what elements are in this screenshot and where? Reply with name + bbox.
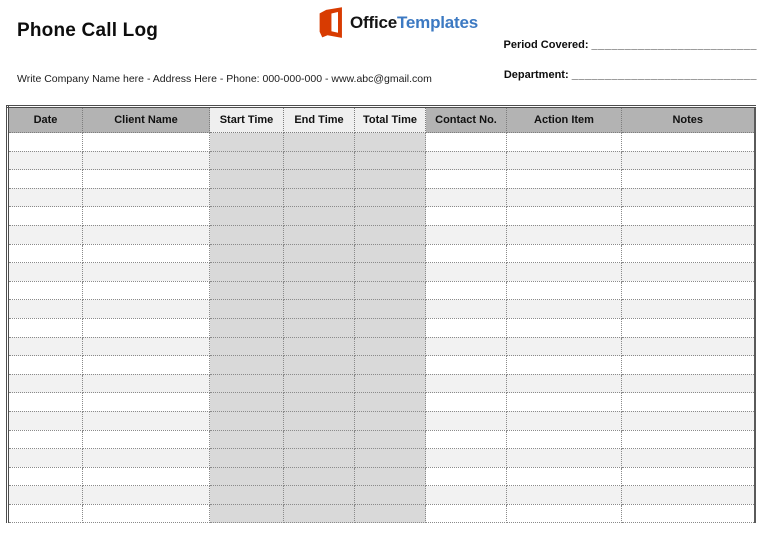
table-cell[interactable] — [355, 188, 426, 207]
table-cell[interactable] — [210, 504, 284, 523]
table-cell[interactable] — [355, 133, 426, 152]
table-cell[interactable] — [284, 430, 355, 449]
table-cell[interactable] — [622, 449, 755, 468]
table-cell[interactable] — [507, 356, 622, 375]
table-cell[interactable] — [210, 356, 284, 375]
table-row — [8, 374, 755, 393]
logo-text-templates: Templates — [396, 12, 479, 32]
table-cell[interactable] — [355, 281, 426, 300]
table-row — [8, 281, 755, 300]
table-cell[interactable] — [83, 300, 210, 319]
table-cell[interactable] — [426, 430, 507, 449]
table-cell[interactable] — [507, 393, 622, 412]
table-cell[interactable] — [8, 393, 83, 412]
table-cell[interactable] — [622, 467, 755, 486]
table-cell[interactable] — [426, 486, 507, 505]
table-cell[interactable] — [210, 318, 284, 337]
table-cell[interactable] — [284, 467, 355, 486]
logo-text-office: Office — [350, 12, 397, 32]
table-row — [8, 244, 755, 263]
table-cell[interactable] — [622, 430, 755, 449]
table-row — [8, 411, 755, 430]
table-cell[interactable] — [210, 170, 284, 189]
table-row — [8, 504, 755, 523]
table-cell[interactable] — [355, 393, 426, 412]
table-cell[interactable] — [210, 300, 284, 319]
column-header-action-item: Action Item — [507, 107, 622, 133]
table-cell[interactable] — [8, 281, 83, 300]
table-cell[interactable] — [622, 244, 755, 263]
table-row — [8, 225, 755, 244]
table-cell[interactable] — [8, 300, 83, 319]
table-cell[interactable] — [507, 486, 622, 505]
table-head — [8, 107, 755, 133]
table-cell[interactable] — [507, 467, 622, 486]
column-header-contact-no: Contact No. — [426, 107, 507, 133]
table-row — [8, 430, 755, 449]
table-row — [8, 449, 755, 468]
period-covered-label: Period Covered: — [503, 39, 589, 51]
table-cell[interactable] — [284, 300, 355, 319]
table-cell[interactable] — [83, 225, 210, 244]
table-cell[interactable] — [426, 170, 507, 189]
table-cell[interactable] — [355, 151, 426, 170]
table-cell[interactable] — [622, 133, 755, 152]
table-cell[interactable] — [355, 504, 426, 523]
table-cell[interactable] — [355, 374, 426, 393]
table-cell[interactable] — [210, 244, 284, 263]
table-cell[interactable] — [355, 356, 426, 375]
table-cell[interactable] — [210, 207, 284, 226]
table-cell[interactable] — [622, 170, 755, 189]
table-cell[interactable] — [622, 486, 755, 505]
table-cell[interactable] — [284, 263, 355, 282]
table-cell[interactable] — [622, 207, 755, 226]
table-cell[interactable] — [210, 411, 284, 430]
table-cell[interactable] — [426, 374, 507, 393]
table-cell[interactable] — [83, 411, 210, 430]
table-cell[interactable] — [507, 151, 622, 170]
table-cell[interactable] — [83, 188, 210, 207]
table-cell[interactable] — [83, 486, 210, 505]
table-cell[interactable] — [210, 374, 284, 393]
table-cell[interactable] — [83, 467, 210, 486]
table-cell[interactable] — [507, 170, 622, 189]
column-header-client-name: Client Name — [83, 107, 210, 133]
table-cell[interactable] — [426, 151, 507, 170]
table-cell[interactable] — [210, 337, 284, 356]
table-cell[interactable] — [622, 318, 755, 337]
table-cell[interactable] — [426, 133, 507, 152]
table-cell[interactable] — [355, 318, 426, 337]
table-cell[interactable] — [622, 225, 755, 244]
table-cell[interactable] — [507, 504, 622, 523]
table-cell[interactable] — [284, 188, 355, 207]
table-row — [8, 151, 755, 170]
table-cell[interactable] — [8, 504, 83, 523]
table-row — [8, 486, 755, 505]
table-cell[interactable] — [8, 188, 83, 207]
table-cell[interactable] — [83, 170, 210, 189]
table-cell[interactable] — [355, 411, 426, 430]
table-cell[interactable] — [507, 281, 622, 300]
table-cell[interactable] — [8, 263, 83, 282]
department-field — [504, 69, 757, 81]
table-cell[interactable] — [507, 318, 622, 337]
table-cell[interactable] — [83, 430, 210, 449]
company-info-line: Write Company Name here - Address Here - Phone: 000-000-000 - www.abc@gmail.com — [17, 73, 432, 85]
table-cell[interactable] — [284, 207, 355, 226]
table-cell[interactable] — [622, 411, 755, 430]
table-cell[interactable] — [284, 225, 355, 244]
table-cell[interactable] — [8, 411, 83, 430]
table-cell[interactable] — [426, 504, 507, 523]
table-row — [8, 337, 755, 356]
table-cell[interactable] — [83, 318, 210, 337]
table-cell[interactable] — [622, 281, 755, 300]
table-cell[interactable] — [83, 244, 210, 263]
table-row — [8, 207, 755, 226]
call-log-table — [6, 105, 756, 523]
table-body — [8, 133, 755, 523]
table-cell[interactable] — [284, 504, 355, 523]
table-cell[interactable] — [210, 225, 284, 244]
table-cell[interactable] — [8, 356, 83, 375]
table-cell[interactable] — [355, 449, 426, 468]
table-cell[interactable] — [622, 151, 755, 170]
table-cell[interactable] — [284, 411, 355, 430]
table-cell[interactable] — [8, 318, 83, 337]
column-header-end-time: End Time — [284, 107, 355, 133]
table-cell[interactable] — [284, 318, 355, 337]
table-cell[interactable] — [83, 207, 210, 226]
table-row — [8, 393, 755, 412]
table-cell[interactable] — [355, 170, 426, 189]
table-cell[interactable] — [284, 281, 355, 300]
table-cell[interactable] — [8, 467, 83, 486]
table-cell[interactable] — [622, 188, 755, 207]
table-cell[interactable] — [426, 300, 507, 319]
table-cell[interactable] — [210, 467, 284, 486]
table-cell[interactable] — [507, 411, 622, 430]
table-cell[interactable] — [426, 281, 507, 300]
table-cell[interactable] — [8, 133, 83, 152]
table-cell[interactable] — [8, 151, 83, 170]
table-cell[interactable] — [507, 337, 622, 356]
table-cell[interactable] — [355, 263, 426, 282]
table-cell[interactable] — [83, 374, 210, 393]
table-cell[interactable] — [426, 188, 507, 207]
table-cell[interactable] — [210, 430, 284, 449]
table-row — [8, 300, 755, 319]
table-cell[interactable] — [426, 467, 507, 486]
table-cell[interactable] — [355, 337, 426, 356]
table-cell[interactable] — [284, 356, 355, 375]
table-cell[interactable] — [507, 449, 622, 468]
table-cell[interactable] — [8, 244, 83, 263]
table-cell[interactable] — [210, 281, 284, 300]
office-logo-icon — [317, 6, 345, 39]
table-cell[interactable] — [622, 263, 755, 282]
table-cell[interactable] — [83, 449, 210, 468]
table-row — [8, 467, 755, 486]
table-cell[interactable] — [355, 244, 426, 263]
table-cell[interactable] — [284, 133, 355, 152]
table-cell[interactable] — [210, 449, 284, 468]
table-cell[interactable] — [284, 449, 355, 468]
table-cell[interactable] — [507, 430, 622, 449]
table-cell[interactable] — [83, 133, 210, 152]
column-header-start-time: Start Time — [210, 107, 284, 133]
table-cell[interactable] — [8, 486, 83, 505]
table-cell[interactable] — [8, 207, 83, 226]
table-cell[interactable] — [622, 504, 755, 523]
table-cell[interactable] — [355, 430, 426, 449]
period-covered-field — [504, 39, 757, 51]
table-cell[interactable] — [83, 393, 210, 412]
table-cell[interactable] — [83, 263, 210, 282]
table-cell[interactable] — [426, 244, 507, 263]
table-cell[interactable] — [8, 170, 83, 189]
table-cell[interactable] — [507, 244, 622, 263]
column-header-total-time: Total Time — [355, 107, 426, 133]
table-cell[interactable] — [83, 151, 210, 170]
table-cell[interactable] — [622, 393, 755, 412]
office-templates-logo — [317, 6, 478, 39]
table-cell[interactable] — [355, 486, 426, 505]
table-row — [8, 133, 755, 152]
table-cell[interactable] — [284, 244, 355, 263]
table-cell[interactable] — [426, 207, 507, 226]
table-header-row — [8, 107, 755, 133]
table-cell[interactable] — [622, 356, 755, 375]
table-row — [8, 263, 755, 282]
table-cell[interactable] — [210, 188, 284, 207]
department-label: Department: — [503, 69, 569, 81]
table-row — [8, 318, 755, 337]
table-row — [8, 356, 755, 375]
table-cell[interactable] — [507, 374, 622, 393]
table-cell[interactable] — [8, 430, 83, 449]
table-cell[interactable] — [284, 374, 355, 393]
department-blank[interactable]: ____________________________ — [571, 69, 757, 81]
table-cell[interactable] — [355, 300, 426, 319]
table-cell[interactable] — [210, 151, 284, 170]
table-cell[interactable] — [426, 318, 507, 337]
table-cell[interactable] — [355, 207, 426, 226]
table-cell[interactable] — [622, 337, 755, 356]
table-cell[interactable] — [426, 449, 507, 468]
table-cell[interactable] — [507, 188, 622, 207]
table-cell[interactable] — [8, 337, 83, 356]
table-cell[interactable] — [507, 225, 622, 244]
column-header-date: Date — [8, 107, 83, 133]
table-cell[interactable] — [622, 374, 755, 393]
table-cell[interactable] — [507, 133, 622, 152]
table-cell[interactable] — [507, 300, 622, 319]
table-cell[interactable] — [8, 225, 83, 244]
table-cell[interactable] — [284, 170, 355, 189]
table-cell[interactable] — [426, 356, 507, 375]
table-row — [8, 170, 755, 189]
table-cell[interactable] — [426, 411, 507, 430]
table-cell[interactable] — [83, 281, 210, 300]
table-cell[interactable] — [284, 151, 355, 170]
table-cell[interactable] — [210, 133, 284, 152]
table-cell[interactable] — [8, 449, 83, 468]
page-title: Phone Call Log — [17, 20, 159, 41]
period-covered-blank[interactable]: _________________________ — [591, 39, 757, 51]
table-cell[interactable] — [507, 263, 622, 282]
table-cell[interactable] — [83, 337, 210, 356]
table-cell[interactable] — [284, 337, 355, 356]
table-cell[interactable] — [426, 225, 507, 244]
table-cell[interactable] — [622, 300, 755, 319]
table-cell[interactable] — [83, 504, 210, 523]
table-cell[interactable] — [284, 393, 355, 412]
table-cell[interactable] — [426, 393, 507, 412]
table-cell[interactable] — [210, 393, 284, 412]
table-cell[interactable] — [426, 337, 507, 356]
table-cell[interactable] — [284, 486, 355, 505]
table-cell[interactable] — [210, 486, 284, 505]
table-cell[interactable] — [355, 225, 426, 244]
table-cell[interactable] — [355, 467, 426, 486]
table-cell[interactable] — [426, 263, 507, 282]
table-cell[interactable] — [210, 263, 284, 282]
table-cell[interactable] — [83, 356, 210, 375]
column-header-notes: Notes — [622, 107, 755, 133]
table-row — [8, 188, 755, 207]
table-cell[interactable] — [507, 207, 622, 226]
table-cell[interactable] — [8, 374, 83, 393]
